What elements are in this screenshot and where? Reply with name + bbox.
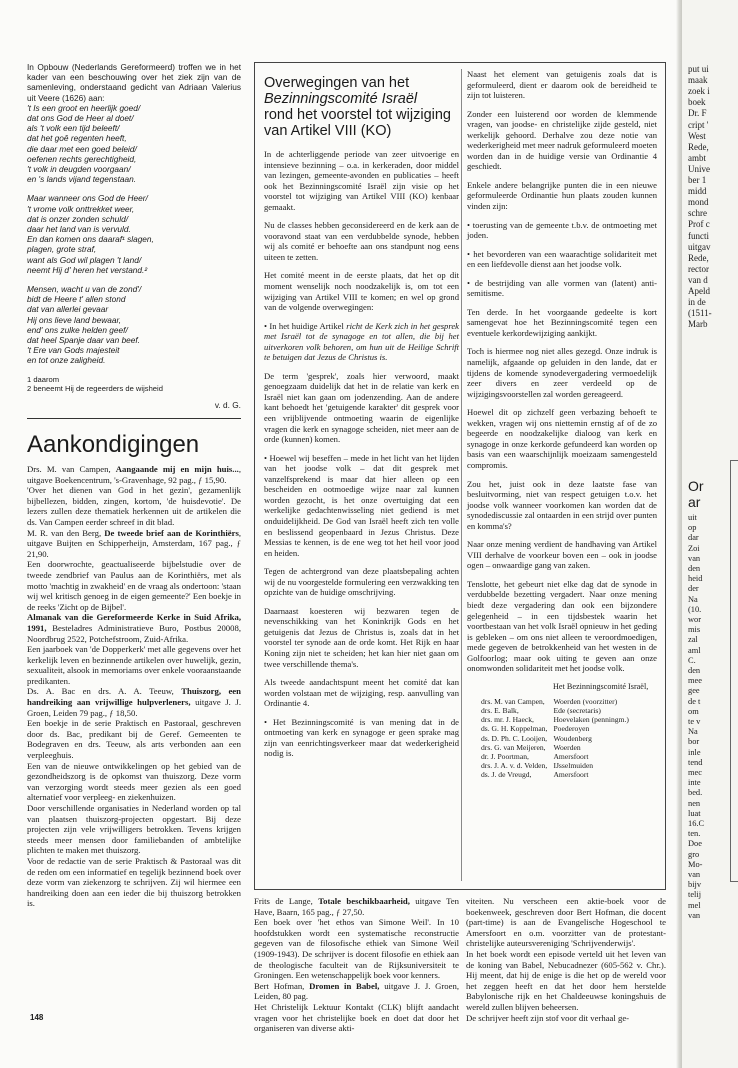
next-page-fragment: schre bbox=[688, 208, 707, 219]
article-paragraph: Naast het element van getuigenis zoals dat is geformuleerd, dient er daarom ook de bereidheid te zijn tot luisteren. bbox=[467, 69, 657, 101]
next-page-fragment: cript ' bbox=[688, 119, 709, 130]
article-paragraph: • Het Bezinningscomité is van mening dat in de ontmoeting van kerk en synagoge er geen sprake mag zijn van eenrichtingsverkeer maar dat wederkerigheid nodig is. bbox=[264, 716, 459, 759]
column-divider bbox=[461, 69, 462, 881]
signatory-row bbox=[481, 706, 635, 715]
poem-stanza: Maar wanneer ons God de Heer/ 't vrome volk onttrekket weer, dat is onzer zonden schuld/ daar het land van is vervuld. En dan komen ons daaraf¹ slagen, plagen, grote straf, want als God wil plagen 't land/ neemt Hij d' heren het verstand.² bbox=[27, 193, 154, 275]
announcement-text: Voor de redactie van de serie Praktisch & Pastoraal was dit de reden om een informatief en tegelijk bezinnend boek over deze vorm van ziekenzorg te schrijven. Zij wil hiermee een handreiking doen aan een ieder die bij thuiszorg betrokken is. bbox=[27, 855, 241, 909]
next-page-fragment: midd bbox=[688, 186, 707, 197]
next-page-fragment: ambt bbox=[688, 152, 706, 163]
next-page-fragment: mond bbox=[688, 197, 709, 208]
next-page-fragment: van bbox=[688, 553, 701, 563]
next-page-fragment: West bbox=[688, 130, 706, 141]
next-page-fragment: mee bbox=[688, 676, 702, 686]
poem-stanza: Mensen, wacht u van de zond'/ bidt de Heere t' allen stond dat van allerlei gevaar Hij ons lieve land bewaar, end' ons zulke helden geef/ dat heel Spanje daar van beef. 't Ere van Gods majesteit en tot onze zaligheid. bbox=[27, 284, 142, 366]
announcement-text: uitgave J. J. Groen, Leiden 79 pag., ƒ 18,50. bbox=[27, 697, 241, 718]
article-paragraph: Ten derde. In het voorgaande gedeelte is kort samengevat hoe het Bezinningscomité tegen een eventuele kerkordewijziging aankijkt. bbox=[467, 306, 657, 338]
signatory-place: Woerden (voorzitter) bbox=[553, 696, 618, 706]
page-number: 148 bbox=[30, 1013, 44, 1022]
announcement-text: , uitgave Buijten en Schipperheijn, Amsterdam, 167 pag., ƒ 21,90. bbox=[27, 527, 241, 559]
signatory-row bbox=[481, 697, 635, 706]
next-page-fragment: nen bbox=[688, 798, 701, 808]
announcement-paragraph bbox=[27, 464, 241, 485]
announcement-paragraph bbox=[27, 559, 241, 612]
next-page-fragment: wor bbox=[688, 615, 702, 624]
next-page-fragment: luat bbox=[688, 808, 701, 818]
next-page-fragment: gro bbox=[688, 849, 700, 859]
announcement-paragraph bbox=[254, 896, 459, 917]
announcement-book-title: De tweede brief aan de Korinthiërs bbox=[104, 527, 239, 538]
poem bbox=[27, 103, 241, 366]
article-paragraph: Toch is hiermee nog niet alles gezegd. Onze indruk is namelijk, afgaande op geluiden in den lande, dat er tijdens de komende synodevergadering vermoedelijk zeer divers en zeer verdeeld op de wijzigingsvoorstellen zal worden gereageerd. bbox=[467, 346, 657, 399]
next-page-fragment: functi bbox=[688, 230, 709, 241]
announcement-paragraph bbox=[27, 528, 241, 560]
article-col-1 bbox=[264, 75, 459, 767]
next-page-fragment: Dr. F bbox=[688, 108, 707, 119]
signatory-name: drs. G. van Meijeren, bbox=[481, 742, 546, 752]
next-page-fragment: van bbox=[688, 910, 701, 920]
announcement-paragraph bbox=[27, 686, 241, 718]
next-page-fragment: bijv bbox=[688, 880, 702, 890]
article-paragraph: Nu de classes hebben geconsidereerd en de kerk aan de vooravond staat van een verdubbelde synode, hebben wij als comité er behoefte aan ons standpunt nog eens uiteen te zetten. bbox=[264, 220, 459, 262]
next-page-fragment: om bbox=[688, 706, 699, 716]
announcement-book-title: Thuiszorg, een handreiking aan vrijwillige hulpverleners, bbox=[27, 686, 241, 708]
next-page-fragment: heid bbox=[688, 574, 703, 584]
announcement-paragraph bbox=[27, 718, 241, 760]
signatory-name: drs. J. A. v. d. Velden, bbox=[481, 761, 548, 771]
announcement-text: 'Over het dienen van God in het gezin', gezamenlijk bijbellezen, bidden, zingen, kortom, 'de huisdevotie'. De lezers zullen deze thematiek herkennen uit de artikelen die ds. Van Campen eerder schreef in dit blad. bbox=[27, 485, 241, 527]
next-page-fragment: den bbox=[688, 666, 701, 675]
next-page-fragment: Marb bbox=[688, 319, 708, 330]
announcement-book-title: Totale beschikbaarheid, bbox=[318, 896, 410, 906]
announcement-text: Een van de nieuwe ontwikkelingen op het gebied van de gezondheidszorg is de opkomst van thuiszorg. Deze vorm van verzorging wordt steeds meer gezien als een goed alternatief voor verpleeg- en ziekenhuizen. bbox=[27, 760, 241, 803]
next-page-fragment: Unive bbox=[688, 163, 710, 174]
article-paragraph: Tenslotte, het gebeurt niet elke dag dat de synode in verdubbelde bezetting vergadert. Naar onze mening biedt deze vergadering dan ook een bijzondere gelegenheid – in een tijdsbestek waarin het voortbestaan van het volk Israël opnieuw in het geding is gebleken – om ons niet alleen te veroordmoedigen, mede gegeven de betrokkenheid van het westen in de Golfoorlog; maar ook uiting te geven aan onze onomwonden solidariteit met het joodse volk. bbox=[467, 578, 657, 674]
announcement-author: Drs. M. van Campen, bbox=[27, 464, 116, 474]
next-page-fragment: (1511- bbox=[688, 308, 712, 319]
signatory-place: Amersfoort bbox=[553, 752, 589, 762]
next-page-fragment: ber 1 bbox=[688, 175, 707, 185]
article-paragraph: • Hoewel wij beseffen – mede in het licht van het lijden van het joodse volk – dat dit gesprek met vanzelfsprekend is maar dat hier alleen op een bescheiden en ootmoedige wijze naar zal kunnen worden gezocht, is het onze overtuiging dat een werkelijke gedachtenwisseling niet gediend is met onduidelijkheid. De God van Israël heeft zich ten volle en beslissend geopenbaard in Jezus Christus. Deze Messias te kennen, is de ene weg tot het heil voor jood en heiden. bbox=[264, 452, 459, 558]
article-paragraph: • toerusting van de gemeente t.b.v. de ontmoeting met joden. bbox=[467, 219, 657, 241]
announcement-paragraph bbox=[27, 612, 241, 644]
article-text bbox=[467, 69, 657, 674]
announcement-text: Een boek over 'het ethos van Simone Weil'. In 10 hoofdstukken wordt een systematische reconstructie gegeven van de filosofische ethiek van Simone Weil (1909-1943). De schrijver is docent filosofie en ethiek aan de theologische faculteit van de Rijksuniversiteit te Groningen. Een wetenschappelijk boek voor kenners. bbox=[254, 917, 459, 981]
next-page-fragment: uitgav bbox=[688, 241, 711, 252]
article-paragraph: Zou het, juist ook in deze laatste fase van besluitvorming, niet van respect getuigen t.o.v. het joodse volk wanneer voorkomen kan worden dat de synodediscussie zal ontaarden in een strijd over punten en komma's? bbox=[467, 478, 657, 531]
announcement-text: Besteladres Administratieve Buro, Postbus 20008, Noordbrug 2522, Potchefstroom, Zuid-Afrika. bbox=[27, 622, 241, 644]
next-page-fragment: van d bbox=[688, 274, 708, 285]
next-page-fragment: Rede, bbox=[688, 252, 709, 263]
next-page-fragment: dar bbox=[688, 533, 699, 543]
next-page-fragment: zoek i bbox=[688, 86, 710, 97]
footnote: 2 beneemt Hij de regeerders de wijsheid bbox=[27, 384, 163, 394]
next-page-fragment: in de bbox=[688, 297, 706, 308]
signatory-name: ds. J. de Vreugd, bbox=[481, 770, 532, 780]
announcement-book-title: Almanak van die Gereformeerde Kerke in Suid Afrika, 1991, bbox=[27, 612, 241, 633]
article-paragraph: • de bestrijding van alle vormen van (latent) anti-semitisme. bbox=[467, 277, 657, 299]
article-paragraph: Het comité meent in de eerste plaats, dat het op dit moment wenselijk noch noodzakelijk is, om tot een wijziging van Artikel VIII te komen; en wel op grond van de volgende overwegingen: bbox=[264, 270, 459, 313]
signatory-table bbox=[481, 697, 635, 780]
footnote: 1 daarom bbox=[27, 374, 60, 384]
signatory-row bbox=[481, 715, 635, 724]
article-paragraph: • In het huidige Artikel richt de Kerk zich in het gesprek met Israël tot de synagoge en tot allen, die bij het uitverkoren volk behoren, om hun uit de Heilige Schrift te betuigen dat Jezus de Christus is. bbox=[264, 320, 459, 363]
next-page-fragment: op bbox=[688, 523, 697, 533]
signatory-place: Hoevelaken (penningm.) bbox=[553, 715, 629, 725]
next-page-fragment: aml bbox=[688, 645, 701, 655]
next-page-fragment: C. bbox=[688, 655, 696, 665]
signatory-row bbox=[481, 734, 635, 743]
next-page-fragment: inte bbox=[688, 778, 701, 788]
signatory-place: Ede (secretaris) bbox=[553, 706, 601, 715]
next-page-fragment: den bbox=[688, 564, 701, 573]
signatory-row bbox=[481, 724, 635, 733]
next-page-fragment: (10. bbox=[688, 604, 702, 614]
boxed-article bbox=[254, 62, 666, 890]
signatory-name: ds. D. Ph. C. Looijen, bbox=[481, 733, 548, 743]
announcement-paragraph bbox=[27, 485, 241, 527]
next-page-fragment: inle bbox=[688, 747, 701, 757]
announcements-column bbox=[27, 464, 241, 909]
signatory-row bbox=[481, 761, 635, 770]
announcement-paragraph: De schrijver heeft zijn stof voor dit verhaal ge- bbox=[466, 1012, 630, 1023]
article-paragraph: Tegen de achtergrond van deze plaatsbepaling achten wij de nu voorgestelde formulering een verzwakking ten opzichte van de huidige omschrijving. bbox=[264, 566, 459, 598]
signatory-row bbox=[481, 743, 635, 752]
next-page-fragment: te v bbox=[688, 717, 701, 726]
next-page-edge bbox=[682, 0, 738, 1068]
signatory-block bbox=[467, 682, 657, 780]
announcement-paragraph bbox=[27, 761, 241, 803]
announcement-paragraph bbox=[27, 644, 241, 686]
next-page-fragment: telij bbox=[688, 890, 702, 900]
next-page-box-heading: Or bbox=[688, 478, 704, 494]
next-page-box-heading: ar bbox=[688, 494, 701, 510]
announcements-column-3 bbox=[466, 896, 666, 1023]
announcement-text: Een doorwrochte, geactualiseerde bijbelstudie over de tweede zendbrief van Paulus aan de Korinthiërs, met als motto 'machtig in zwakheid' en de vraag als ondertoon: 'staan wij wel kritisch genoeg in de eigen gemeente?' Een boekje in de reeks 'Zicht op de Bijbel'. bbox=[27, 559, 241, 612]
next-page-fragment: rector bbox=[688, 263, 709, 274]
announcements-heading: Aankondigingen bbox=[27, 431, 200, 458]
next-page-fragment: mec bbox=[688, 768, 702, 777]
article-paragraph: Zonder een luisterend oor worden de klemmende vragen, van joodse- en christelijke zijde gesteld, niet werkelijk gehoord. Derhalve zou deze notie van wederkerigheid met meer nadruk geformuleerd moeten worden dan in de huidige versie van Ordinantie 4 geschiedt. bbox=[467, 108, 657, 172]
article-title: Overwegingen van het Bezinningscomité Israël rond het voorstel tot wijziging van Artikel VIII (KO) bbox=[264, 75, 451, 139]
announcement-text: , uitgave Boekencentrum, 's-Gravenhage, 92 pag., ƒ 15,90. bbox=[27, 464, 241, 485]
article-text bbox=[264, 149, 459, 759]
signatory-row bbox=[481, 752, 635, 761]
announcement-paragraph bbox=[254, 1002, 459, 1034]
next-page-fragment: uit bbox=[688, 513, 697, 522]
article-paragraph: Als tweede aandachtspunt meent het comité dat kan worden volstaan met de wijziging, resp. aanvulling van Ordinantie 4. bbox=[264, 677, 459, 709]
signatory-place: Poederoyen bbox=[553, 724, 590, 734]
announcement-text: uitgave J. J. Groen, Leiden, 80 pag. bbox=[254, 980, 459, 1002]
next-page-fragment: put ui bbox=[688, 64, 709, 74]
announcement-paragraph bbox=[27, 856, 241, 909]
next-page-fragment: mel bbox=[688, 900, 701, 910]
announcement-text: uitgave Ten Have, Baarn, 165 pag., ƒ 27,50. bbox=[254, 896, 459, 917]
next-page-fragment: Na bbox=[688, 594, 698, 604]
next-page-fragment: bed. bbox=[688, 788, 703, 798]
announcement-paragraph bbox=[254, 917, 459, 981]
signatory-place: Woerden bbox=[553, 742, 581, 752]
announcement-text: Het Christelijk Lektuur Kontakt (CLK) blijft aandacht vragen voor het christelijke boek en doet dat door het organiseren van diverse akti- bbox=[254, 1001, 459, 1034]
next-page-fragment: 16.C bbox=[688, 819, 705, 828]
poem-stanza: 't Is een groot en heerlijk goed/ dat ons God de Heer al doet/ als 't volk een tijd beleeft/ dat het goê regenten heeft, die daar met een goed beleid/ oefenen rechts gerechtigheid, 't volk in deugden voorgaan/ en 's lands vijand tegenstaan. bbox=[27, 102, 141, 185]
article-paragraph: In de achterliggende periode van zeer uitvoerige en intensieve bezinning – o.a. in kerkeraden, door middel van lezingen, gemeente-avonden en publicaties – heeft ook het Bezinningscomité Israël zijn visie op het voorstel tot wijziging van Artikel VIII (KO) kenbaar gemaakt. bbox=[264, 149, 459, 212]
announcement-author: M. R. van den Berg, bbox=[27, 527, 105, 538]
announcement-text: Door verschillende organisaties in Nederland worden op tal van plaatsen thuiszorg-projecten opgestart. Bij deze projecten zijn vele vrijwilligers betrokken. Tevens krijgen steeds meer mensen door familiebanden of ambtelijke plichten te maken met thuiszorg. bbox=[27, 803, 241, 856]
article-paragraph: Hoewel dit op zichzelf geen verbazing behoeft te wekken, vragen wij ons niettemin ernstig af of de zo begeerde en noodzakelijke dialoog van kerk en synagoge in onze kerkorde gefundeerd kan worden op basis van een waarschijnlijk moeizaam samengesteld compromis. bbox=[467, 407, 657, 470]
announcement-paragraph: viteiten. Nu verscheen een aktie-boek voor de boekenweek, geschreven door Bert Hofman, die docent (part-time) is aan de Evangelische Hogeschool te Amersfoort en o.m. voorzitter van de protestant-christelijke auteursvereniging 'Schrijvenderwijs'. bbox=[466, 896, 666, 949]
signatory-row bbox=[481, 770, 635, 779]
signatory-name: drs. E. Balk, bbox=[481, 706, 519, 715]
signatory-name: drs. mr. J. Haeck, bbox=[481, 715, 534, 725]
article-paragraph: Daarnaast koesteren wij bezwaren tegen de nevenschikking van het Koninkrijk Gods en het getuigenis dat Jezus de Christus is, zoals dat in het voorstel ter synode aan de orde komt. Het Rijk en haar Koning zijn niet te scheiden; het kan hier niet gaan om twee verschillende thema's. bbox=[264, 605, 459, 669]
section-divider bbox=[27, 418, 241, 419]
article-quote: richt de Kerk zich in het gesprek met Israël tot de synagoge en tot allen, die bij het uitverkoren volk behoren, om hun uit de Heilige Schrift te betuigen dat Jezus de Christus is. bbox=[264, 320, 459, 363]
next-page-fragment: der bbox=[688, 584, 699, 594]
article-paragraph: Naar onze mening verdient de handhaving van Artikel VIII derhalve de voorkeur boven een – ook in joodse ogen – onwaardige gang van zaken. bbox=[467, 539, 657, 571]
signatory-name: drs. M. van Campen, bbox=[481, 696, 545, 706]
article-paragraph: Enkele andere belangrijke punten die in een nieuwe geformuleerde Ordinantie hun plaats zouden kunnen vinden zijn: bbox=[467, 179, 657, 212]
announcement-text: Een boekje in de serie Praktisch en Pastoraal, geschreven door ds. Bac, predikant bij de Geref. Gemeenten te Bodegraven en drs. Teeuw, als arts verbonden aan een verpleeghuis. bbox=[27, 718, 241, 761]
announcement-paragraph bbox=[254, 981, 459, 1002]
article-paragraph: De term 'gesprek', zoals hier verwoord, maakt genoegzaam duidelijk dat het in de relatie van kerk en Israël niet kan gaan om jodenzending. Aan de andere kant behoedt het 'getuigende karakter' dit gesprek voor een vrijblijvende ontmoeting waarin de eigenlijke vragen die kerk en synagoge scheiden, niet meer aan de orde (kunnen) komen. bbox=[264, 370, 459, 445]
next-page-fragment: van bbox=[688, 870, 701, 879]
next-page-fragment: Doe bbox=[688, 839, 702, 849]
announcement-author: Bert Hofman, bbox=[254, 980, 310, 991]
announcement-book-title: Dromen in Babel, bbox=[309, 980, 380, 991]
article-paragraph: • het bevorderen van een waarachtige solidariteit met en een liefdevolle dienst aan het joodse volk. bbox=[467, 248, 657, 270]
poem-intro: In Opbouw (Nederlands Gereformeerd) troffen we in het kader van een beschouwing over het ziek zijn van de samenleving, onderstaand gedicht van Adriaan Valerius uit Veere (1626) aan: bbox=[27, 62, 241, 103]
next-page-fragment: Na bbox=[688, 727, 698, 737]
signatory-heading: Het Bezinningscomité Israël, bbox=[553, 681, 649, 691]
announcements-column-2 bbox=[254, 896, 459, 1034]
announcement-book-title: Aangaande mij en mijn huis... bbox=[115, 464, 239, 474]
poem-column bbox=[27, 62, 241, 411]
signatory-place: Woudenberg bbox=[553, 733, 592, 743]
next-page-fragment: ten. bbox=[688, 829, 701, 839]
next-page-fragment: maak bbox=[688, 75, 708, 86]
next-page-fragment: Mo- bbox=[688, 859, 703, 869]
next-page-fragment: bor bbox=[688, 737, 700, 747]
next-page-fragment: Zoi bbox=[688, 543, 700, 553]
announcement-text: Een jaarboek van 'de Dopperkerk' met alle gegevens over het kerkelijk leven en bezinnende artikelen over huwelijk, gezin, sexualiteit, alsook in memoriams over enkele vooraanstaande predikanten. bbox=[27, 644, 241, 686]
announcement-paragraph bbox=[27, 803, 241, 856]
next-page-fragment: tend bbox=[688, 757, 703, 767]
next-page-fragment: mis bbox=[688, 625, 701, 635]
next-page-fragment: boek bbox=[688, 97, 706, 108]
next-page-fragment: zal bbox=[688, 635, 698, 645]
signatory-place: IJsselmuiden bbox=[553, 761, 594, 771]
next-page-fragment: Rede, bbox=[688, 141, 709, 152]
signatory-name: ds. G. H. Koppelman, bbox=[481, 724, 548, 734]
announcement-author: Ds. A. Bac en drs. A. A. Teeuw, bbox=[27, 686, 182, 697]
next-page-fragment: de t bbox=[688, 696, 701, 706]
next-page-fragment: Apeld bbox=[688, 286, 710, 296]
next-page-fragment: Prof c bbox=[688, 219, 710, 230]
announcement-author: Frits de Lange, bbox=[254, 896, 319, 906]
signatory-name: dr. J. Poortman, bbox=[481, 752, 529, 762]
next-page-box bbox=[730, 460, 738, 882]
signatory-place: Amersfoort bbox=[553, 770, 589, 780]
poem-signature: v. d. G. bbox=[214, 399, 241, 410]
next-page-fragment: gee bbox=[688, 686, 700, 696]
poem-footnotes bbox=[27, 375, 241, 394]
article-col-2 bbox=[467, 69, 657, 780]
announcement-paragraph: In het boek wordt een episode verteld uit het leven van de koning van Babel, Nebucadnezer (605-562 v. Chr.). Hij meent, dat hij de enige is die het op de wereld voor het zeggen heeft en dat het door hem herstelde Babylonische rijk en het Chaldeeuwse koningshuis de wereld zullen blijven beheersen. bbox=[466, 948, 666, 1012]
